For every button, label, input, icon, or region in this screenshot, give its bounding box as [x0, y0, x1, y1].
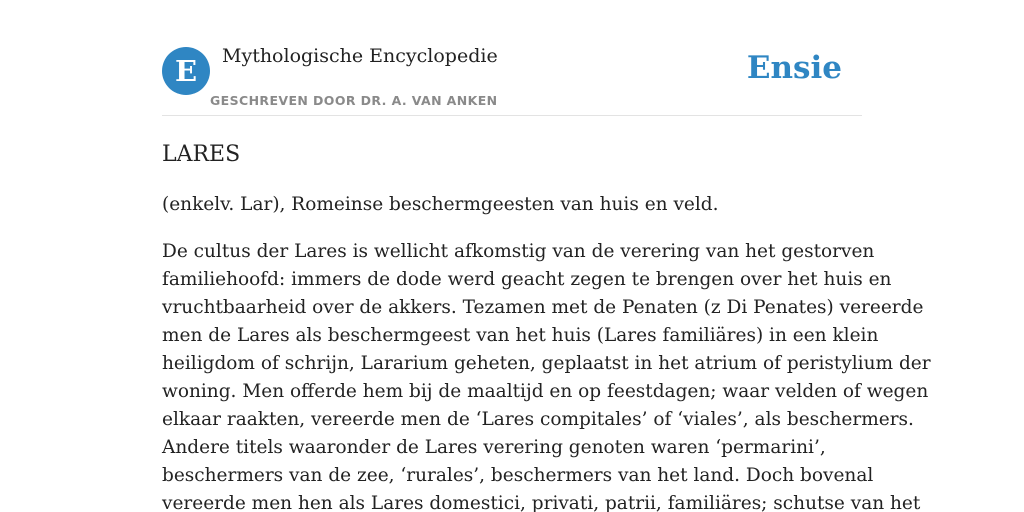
article-lead: (enkelv. Lar), Romeinse beschermgeesten van huis en veld. — [162, 194, 719, 215]
body-line: woning. Men offerde hem bij de maaltijd en op feestdagen; waar velden of wegen — [162, 381, 929, 402]
body-line: elkaar raakten, vereerde men de ‘Lares compitales’ of ‘viales’, als beschermers. — [162, 409, 914, 430]
article-title: LARES — [162, 142, 241, 167]
body-line: heiligdom of schrijn, Lararium geheten, geplaatst in het atrium of peristylium der — [162, 353, 931, 374]
body-line: De cultus der Lares is wellicht afkomstig van de verering van het gestorven — [162, 241, 875, 262]
body-line: vereerde men hen als Lares domestici, privati, patrii, familiäres; schutse van het — [162, 493, 921, 512]
brand-logo[interactable]: Ensie — [746, 50, 842, 86]
body-line: beschermers van de zee, ‘rurales’, beschermers van het land. Doch bovenal — [162, 465, 874, 486]
article-body — [162, 238, 931, 512]
article — [162, 140, 931, 512]
header — [162, 0, 862, 116]
body-line: Andere titels waaronder de Lares verering genoten waren ‘permarini’, — [162, 437, 826, 458]
body-line: familiehoofd: immers de dode werd geacht zegen te brengen over het huis en — [162, 269, 892, 290]
encyclopedia-logo[interactable]: E — [162, 47, 210, 95]
encyclopedia-title-link[interactable]: Mythologische Encyclopedie — [222, 45, 498, 67]
body-line: vruchtbaarheid over de akkers. Tezamen met de Penaten (z Di Penates) vereerde — [162, 297, 924, 318]
author-byline: GESCHREVEN DOOR DR. A. VAN ANKEN — [210, 93, 498, 108]
body-line: men de Lares als beschermgeest van het huis (Lares familiäres) in een klein — [162, 325, 879, 346]
